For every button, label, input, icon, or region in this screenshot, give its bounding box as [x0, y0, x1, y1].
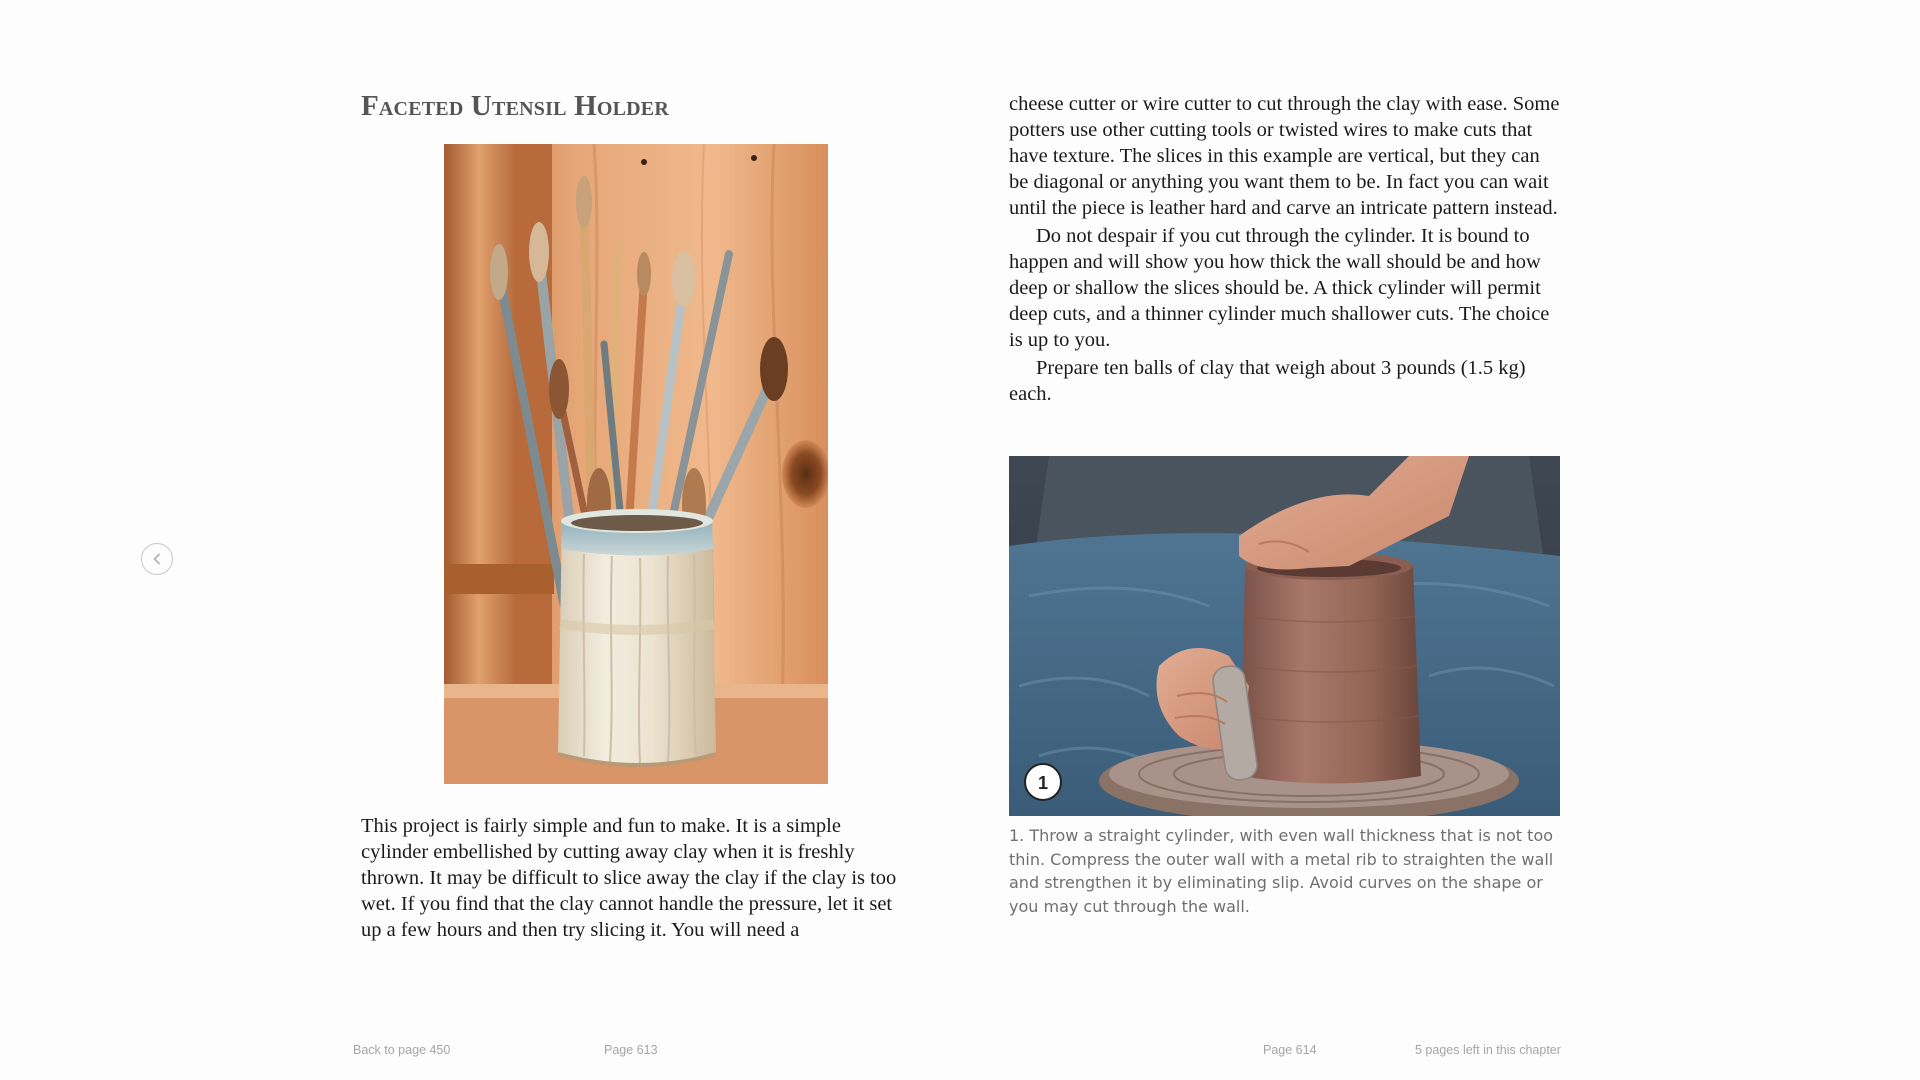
photo-caption: 1. Throw a straight cylinder, with even wall thickness that is not too thin. Compress the outer wall with a metal rib to straighten the wall and strengthen it by eliminating slip. Avoid curves on the shape or you may cut through the wall.	[1009, 826, 1554, 916]
page-number-right: Page 614	[1263, 1043, 1317, 1057]
right-paragraph-2: Do not despair if you cut through the cylinder. It is bound to happen and will show you how thick the wall should be and how deep or shallow the slices should be. A thick cylinder will permit deep cuts, and a thinner cylinder much shallower cuts. The choice is up to you.	[1009, 225, 1550, 351]
step-badge-number: 1	[1037, 773, 1049, 793]
chevron-left-icon	[151, 553, 163, 565]
right-body-text	[1009, 91, 1561, 407]
page-title: Faceted Utensil Holder	[361, 90, 669, 122]
page-number-left: Page 613	[604, 1043, 658, 1057]
throwing-cylinder-photo	[1009, 456, 1560, 816]
right-paragraph-1: cheese cutter or wire cutter to cut through the clay with ease. Some potters use other cutting tools or twisted wires to make cuts that have texture. The slices in this example are vertical, but they can be diagonal or anything you want them to be. In fact you can wait until the piece is leather hard and carve an intricate pattern instead.	[1009, 93, 1560, 219]
right-paragraph-3: Prepare ten balls of clay that weigh about 3 pounds (1.5 kg) each.	[1009, 357, 1526, 405]
previous-page-button[interactable]	[141, 543, 173, 575]
chapter-status: 5 pages left in this chapter	[1415, 1043, 1561, 1057]
back-to-page-link[interactable]: Back to page 450	[353, 1043, 451, 1057]
paint-brushes-photo	[444, 144, 828, 784]
left-paragraph: This project is fairly simple and fun to make. It is a simple cylinder embellished by cutting away clay when it is freshly thrown. It may be difficult to slice away the clay if the clay is too wet. If you find that the clay cannot handle the pressure, let it set up a few hours and then try slicing it. You will need a	[361, 815, 897, 941]
left-body-text	[361, 813, 913, 943]
